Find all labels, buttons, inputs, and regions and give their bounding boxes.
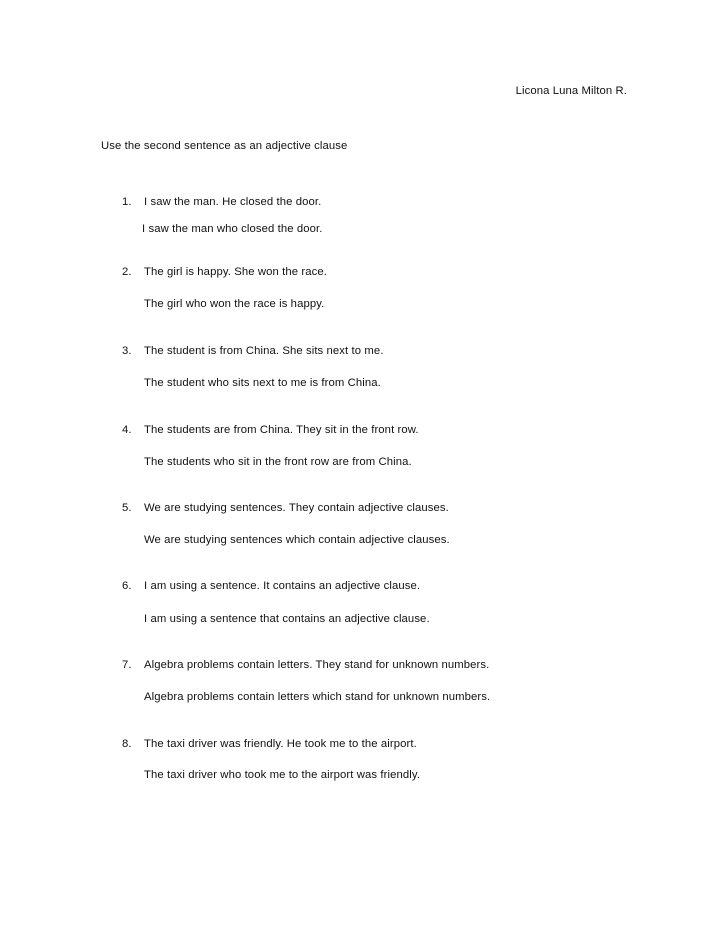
exercise-number: 3.	[122, 345, 132, 357]
exercise-answer: The girl who won the race is happy.	[144, 298, 325, 310]
exercise-answer: The students who sit in the front row are from China.	[144, 456, 412, 468]
exercise-answer: The taxi driver who took me to the airport was friendly.	[144, 769, 421, 781]
author-name: Licona Luna Milton R.	[515, 85, 627, 97]
exercise-number: 7.	[122, 659, 132, 671]
exercise-answer: I saw the man who closed the door.	[142, 223, 323, 235]
exercise-answer: I am using a sentence that contains an adjective clause.	[144, 613, 430, 625]
exercise-number: 1.	[122, 196, 132, 208]
exercise-number: 6.	[122, 580, 132, 592]
exercise-answer: Algebra problems contain letters which stand for unknown numbers.	[144, 691, 491, 703]
exercise-prompt: We are studying sentences. They contain adjective clauses.	[144, 502, 449, 514]
instruction-heading: Use the second sentence as an adjective clause	[101, 140, 348, 152]
exercise-answer: The student who sits next to me is from China.	[144, 377, 381, 389]
exercise-prompt: The students are from China. They sit in the front row.	[144, 424, 419, 436]
exercise-answer: We are studying sentences which contain adjective clauses.	[144, 534, 450, 546]
exercise-number: 2.	[122, 266, 132, 278]
exercise-number: 8.	[122, 738, 132, 750]
exercise-number: 4.	[122, 424, 132, 436]
exercise-prompt: The student is from China. She sits next to me.	[144, 345, 384, 357]
exercise-prompt: I am using a sentence. It contains an adjective clause.	[144, 580, 421, 592]
exercise-prompt: I saw the man. He closed the door.	[144, 196, 322, 208]
exercise-prompt: The girl is happy. She won the race.	[144, 266, 327, 278]
exercise-prompt: Algebra problems contain letters. They stand for unknown numbers.	[144, 659, 490, 671]
exercise-prompt: The taxi driver was friendly. He took me to the airport.	[144, 738, 417, 750]
exercise-number: 5.	[122, 502, 132, 514]
